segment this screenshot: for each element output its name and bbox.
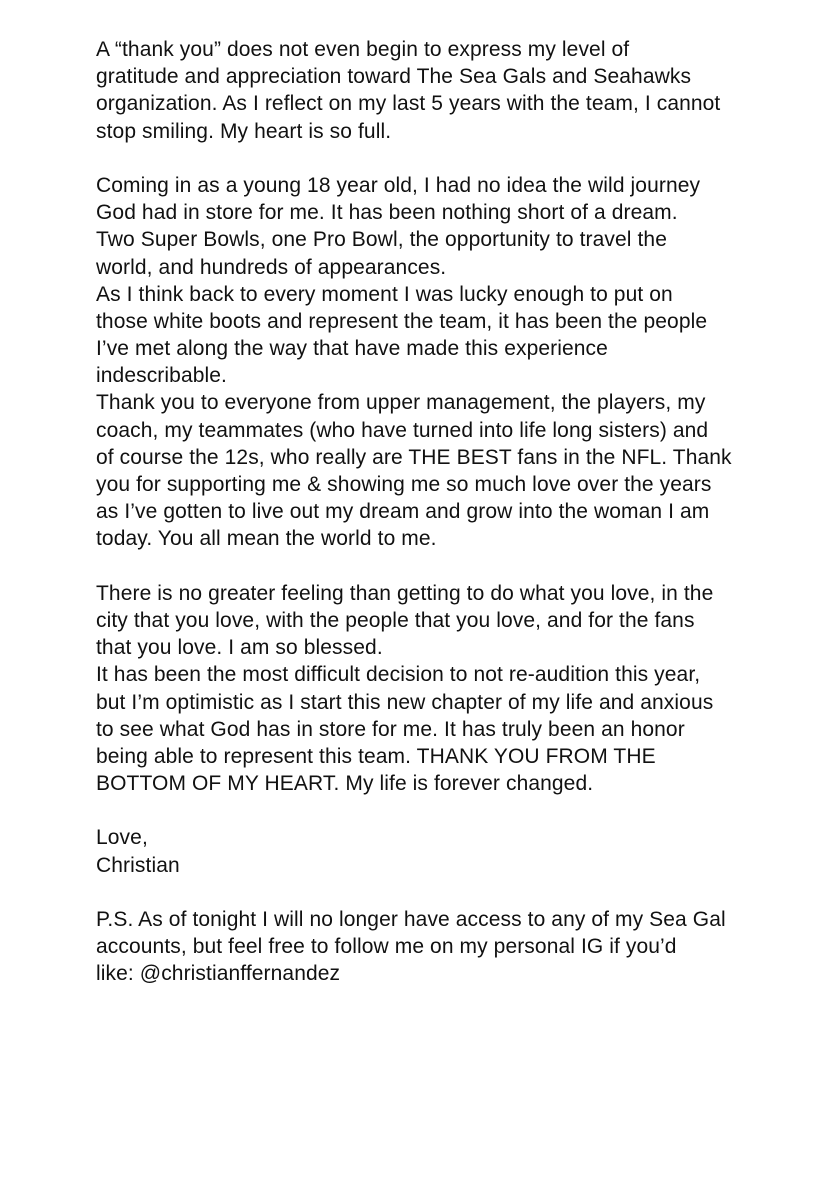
text-line: As I think back to every moment I was lucky enough to put on [96,282,673,306]
text-line: gratitude and appreciation toward The Sea Gals and Seahawks [96,65,692,89]
text-line: being able to represent this team. THANK YOU FROM THE [96,744,656,768]
text-line: today. You all mean the world to me. [96,527,437,551]
text-line: as I’ve gotten to live out my dream and grow into the woman I am [96,500,710,524]
paragraph-spacer [96,879,808,906]
text-line: P.S. As of tonight I will no longer have access to any of my Sea Gal [96,908,726,931]
instagram-handle-line: like: @christianffernandez [96,962,341,986]
paragraph-gratitude [96,36,808,145]
paragraph-journey [96,172,808,281]
paragraph-blessed [96,580,808,662]
paragraph-spacer [96,553,808,580]
text-line: that you love. I am so blessed. [96,636,383,660]
sign-off [96,824,808,878]
text-line: God had in store for me. It has been nothing short of a dream. [96,201,678,225]
text-line: A “thank you” does not even begin to express my level of [96,38,630,61]
text-line: those white boots and represent the team, it has been the people [96,309,708,333]
paragraph-spacer [96,797,808,824]
text-line: Two Super Bowls, one Pro Bowl, the opportunity to travel the [96,228,667,252]
paragraph-spacer [96,145,808,172]
text-line: you for supporting me & showing me so much love over the years [96,473,712,496]
postscript [96,906,808,988]
text-line: coach, my teammates (who have turned into life long sisters) and [96,418,709,442]
text-line: world, and hundreds of appearances. [96,255,447,279]
paragraph-decision [96,661,808,797]
text-line: city that you love, with the people that you love, and for the fans [96,608,695,632]
text-line: stop smiling. My heart is so full. [96,119,392,143]
text-line: indescribable. [96,364,227,388]
signature-name: Christian [96,853,180,877]
text-line: to see what God has in store for me. It has truly been an honor [96,717,685,741]
text-line: organization. As I reflect on my last 5 years with the team, I cannot [96,92,721,116]
paragraph-thanks [96,389,808,552]
closing-text: Love, [96,826,148,850]
text-line: Coming in as a young 18 year old, I had no idea the wild journey [96,173,701,197]
text-line: Thank you to everyone from upper management, the players, my [96,391,706,415]
text-line: It has been the most difficult decision to not re-audition this year, [96,663,701,687]
letter-body [96,36,808,988]
text-line: BOTTOM OF MY HEART. My life is forever changed. [96,772,594,796]
text-line: of course the 12s, who really are THE BEST fans in the NFL. Thank [96,445,732,469]
text-line: There is no greater feeling than getting to do what you love, in the [96,581,714,605]
text-line: but I’m optimistic as I start this new chapter of my life and anxious [96,690,714,714]
paragraph-memories [96,281,808,390]
text-line: I’ve met along the way that have made this experience [96,337,608,361]
text-line: accounts, but feel free to follow me on my personal IG if you’d [96,935,677,959]
